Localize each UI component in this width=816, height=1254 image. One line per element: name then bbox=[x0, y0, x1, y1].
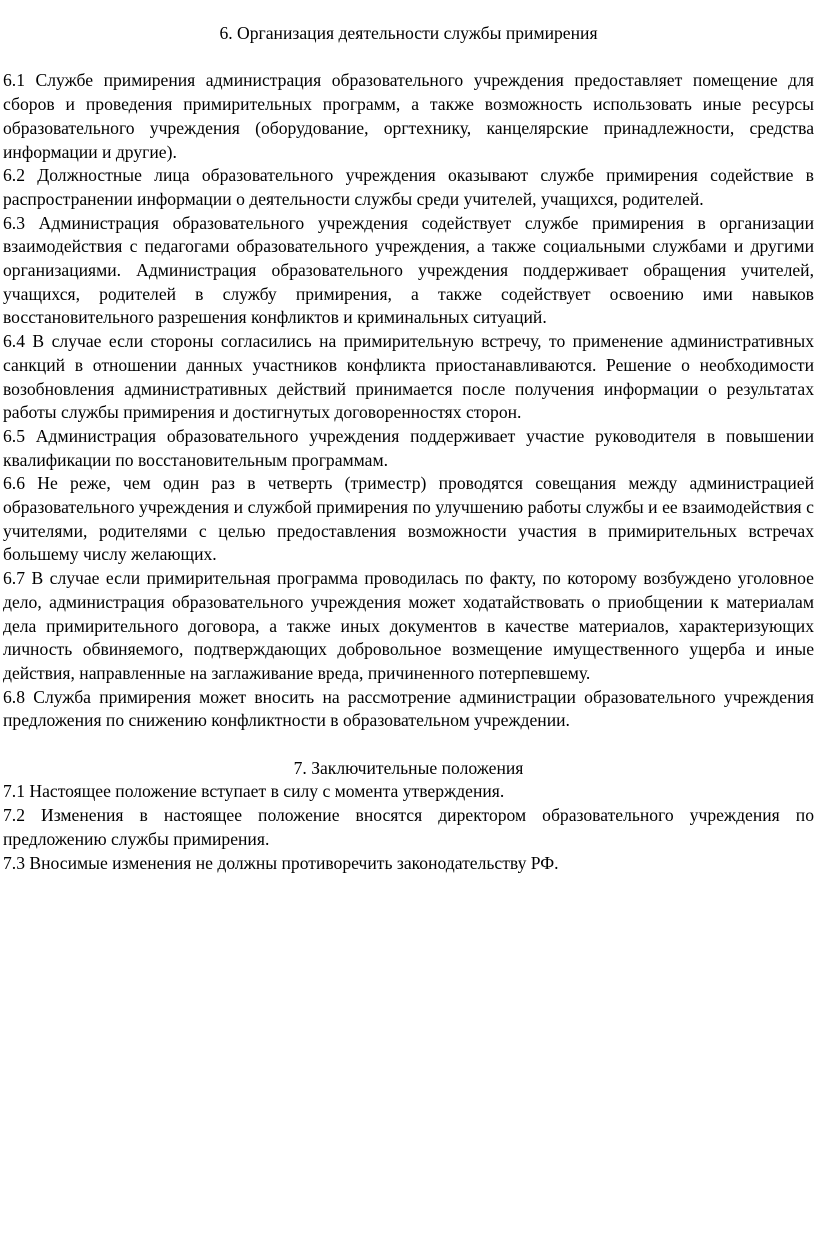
spacer bbox=[3, 46, 814, 70]
document-content bbox=[0, 22, 816, 875]
paragraph-7-1: 7.1 Настоящее положение вступает в силу с момента утверждения. bbox=[3, 781, 505, 802]
paragraph-6-8: 6.8 Служба примирения может вносить на рассмотрение администрации образовательного учреждения предложения по снижению конфликтности в образовательном учреждении. bbox=[3, 686, 814, 731]
section-6-heading: 6. Организация деятельности службы примирения bbox=[219, 23, 598, 43]
paragraph-6-2: 6.2 Должностные лица образовательного учреждения оказывают службе примирения содействие в распространении информации о деятельности службы среди учителей, учащихся, родителей. bbox=[3, 165, 814, 209]
paragraph-6-5: 6.5 Администрация образовательного учреждения поддерживает участие руководителя в повышении квалификации по восстановительным программам. bbox=[3, 425, 814, 470]
paragraph-6-6: 6.6 Не реже, чем один раз в четверть (триместр) проводятся совещания между администрацией образовательного учреждения и службой примирения по улучшению работы службы и ее взаимодействия с учителями, родителями с целью предоставления возможности участия в примирительных встречах большему числу желающих. bbox=[3, 473, 814, 565]
paragraph-7-3: 7.3 Вносимые изменения не должны противоречить законодательству РФ. bbox=[3, 852, 559, 873]
paragraph-6-1: 6.1 Службе примирения администрация образовательного учреждения предоставляет помещение для сборов и проведения примирительных программ, а также возможность использовать иные ресурсы образовательного учреждения (оборудование, оргтехнику, канцелярские принадлежности, средства информации и другие). bbox=[3, 70, 814, 162]
section-7-heading: 7. Заключительные положения bbox=[293, 757, 524, 778]
paragraph-7-2: 7.2 Изменения в настоящее положение вносятся директором образовательного учреждения по предложению службы примирения. bbox=[3, 805, 814, 849]
spacer bbox=[3, 733, 814, 757]
document-page bbox=[0, 22, 816, 875]
paragraph-6-3: 6.3 Администрация образовательного учреждения содействует службе примирения в организации взаимодействия с педагогами образовательного учреждения, а также социальными службами и другими организациями. Администрация образовательного учреждения поддерживает обращения учителей, учащихся, родителей в службу примирения, а также содействует освоению ими навыков восстановительного разрешения конфликтов и криминальных ситуаций. bbox=[3, 212, 814, 328]
paragraph-6-4: 6.4 В случае если стороны согласились на примирительную встречу, то применение административных санкций в отношении данных участников конфликта приостанавливаются. Решение о необходимости возобновления административных действий принимается после получения информации о результатах работы службы примирения и достигнутых договоренностях сторон. bbox=[3, 331, 814, 423]
paragraph-6-7: 6.7 В случае если примирительная программа проводилась по факту, по которому возбуждено уголовное дело, администрация образовательного учреждения может ходатайствовать о приобщении к материалам дела примирительного договора, а также иных документов в качестве материалов, характеризующих личность обвиняемого, подтверждающих добровольное возмещение имущественного ущерба и иные действия, направленные на заглаживание вреда, причиненного потерпевшему. bbox=[3, 568, 814, 683]
